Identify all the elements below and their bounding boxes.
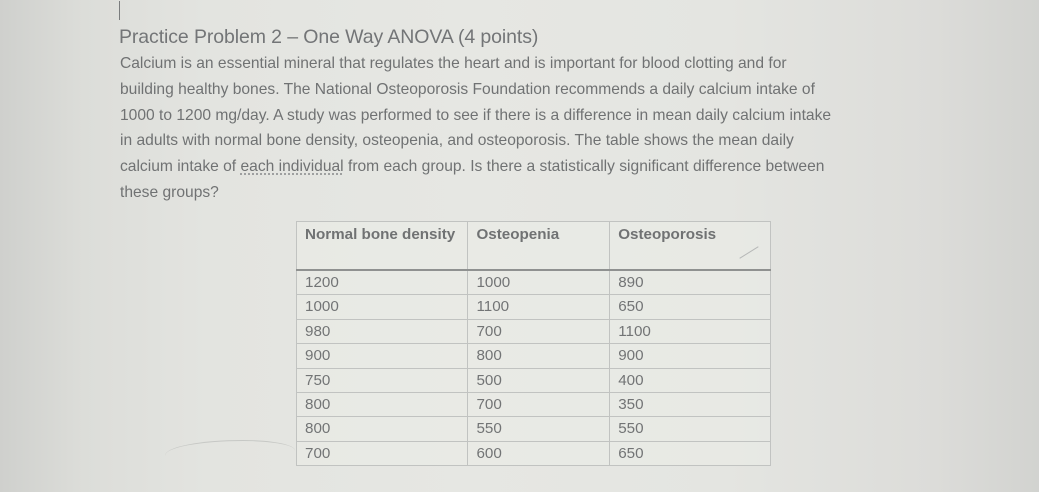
photo-glare-artifact [165, 440, 295, 466]
cell-normal: 900 [297, 344, 468, 368]
cell-osteoporosis: 650 [610, 295, 771, 319]
table-row [297, 417, 771, 441]
header-normal-bone-density: Normal bone density [297, 222, 468, 271]
cell-osteopenia: 1000 [468, 270, 610, 295]
table-row [297, 368, 771, 392]
cell-osteopenia: 800 [468, 344, 610, 368]
cell-osteoporosis: 400 [610, 368, 771, 392]
cell-osteoporosis: 350 [610, 392, 771, 416]
problem-description [120, 51, 960, 206]
cell-normal: 800 [297, 417, 468, 441]
cell-normal: 750 [297, 368, 468, 392]
header-osteoporosis: Osteoporosis [610, 222, 771, 271]
line-5-before: calcium intake of [120, 158, 241, 176]
header-osteopenia: Osteopenia [468, 222, 610, 271]
paragraph-line-1: Calcium is an essential mineral that regulates the heart and is important for blood clotting and for [120, 55, 787, 72]
cell-osteoporosis: 1100 [610, 319, 771, 343]
cell-normal: 980 [297, 319, 468, 343]
table-row [297, 392, 771, 416]
text-cursor [119, 1, 120, 20]
cell-normal: 800 [297, 392, 468, 416]
cell-osteoporosis: 900 [610, 344, 771, 368]
paragraph-line-2: building healthy bones. The National Osteoporosis Foundation recommends a daily calcium intake of [120, 80, 815, 98]
table-row [297, 319, 771, 343]
cell-osteopenia: 600 [468, 441, 610, 465]
cell-osteoporosis: 890 [610, 270, 771, 295]
cell-normal: 1200 [297, 270, 468, 295]
cell-osteoporosis: 650 [610, 441, 771, 465]
table-row [297, 270, 771, 295]
cell-osteoporosis: 550 [610, 417, 771, 441]
paragraph-line-5 [120, 154, 960, 180]
paragraph-line-6: these groups? [120, 183, 219, 201]
cell-osteopenia: 500 [468, 368, 610, 392]
line-5-after: from each group. Is there a statistically significant difference between [343, 158, 825, 176]
cell-normal: 1000 [297, 295, 468, 319]
cell-normal: 700 [297, 441, 468, 465]
spellcheck-underlined-phrase[interactable]: each individual [240, 158, 344, 176]
table-row [297, 344, 771, 368]
table-row [297, 441, 771, 465]
table-row [297, 295, 771, 319]
calcium-intake-table [296, 221, 771, 466]
table-header-row [297, 222, 771, 271]
cell-osteopenia: 700 [468, 319, 610, 343]
paragraph-line-3: 1000 to 1200 mg/day. A study was performed to see if there is a difference in mean daily calcium intake [120, 106, 832, 124]
problem-title: Practice Problem 2 – One Way ANOVA (4 points) [119, 26, 539, 48]
cell-osteopenia: 1100 [468, 295, 610, 319]
cell-osteopenia: 700 [468, 392, 610, 416]
paragraph-line-4: in adults with normal bone density, osteopenia, and osteoporosis. The table shows the mean daily [120, 132, 794, 150]
cell-osteopenia: 550 [468, 417, 610, 441]
